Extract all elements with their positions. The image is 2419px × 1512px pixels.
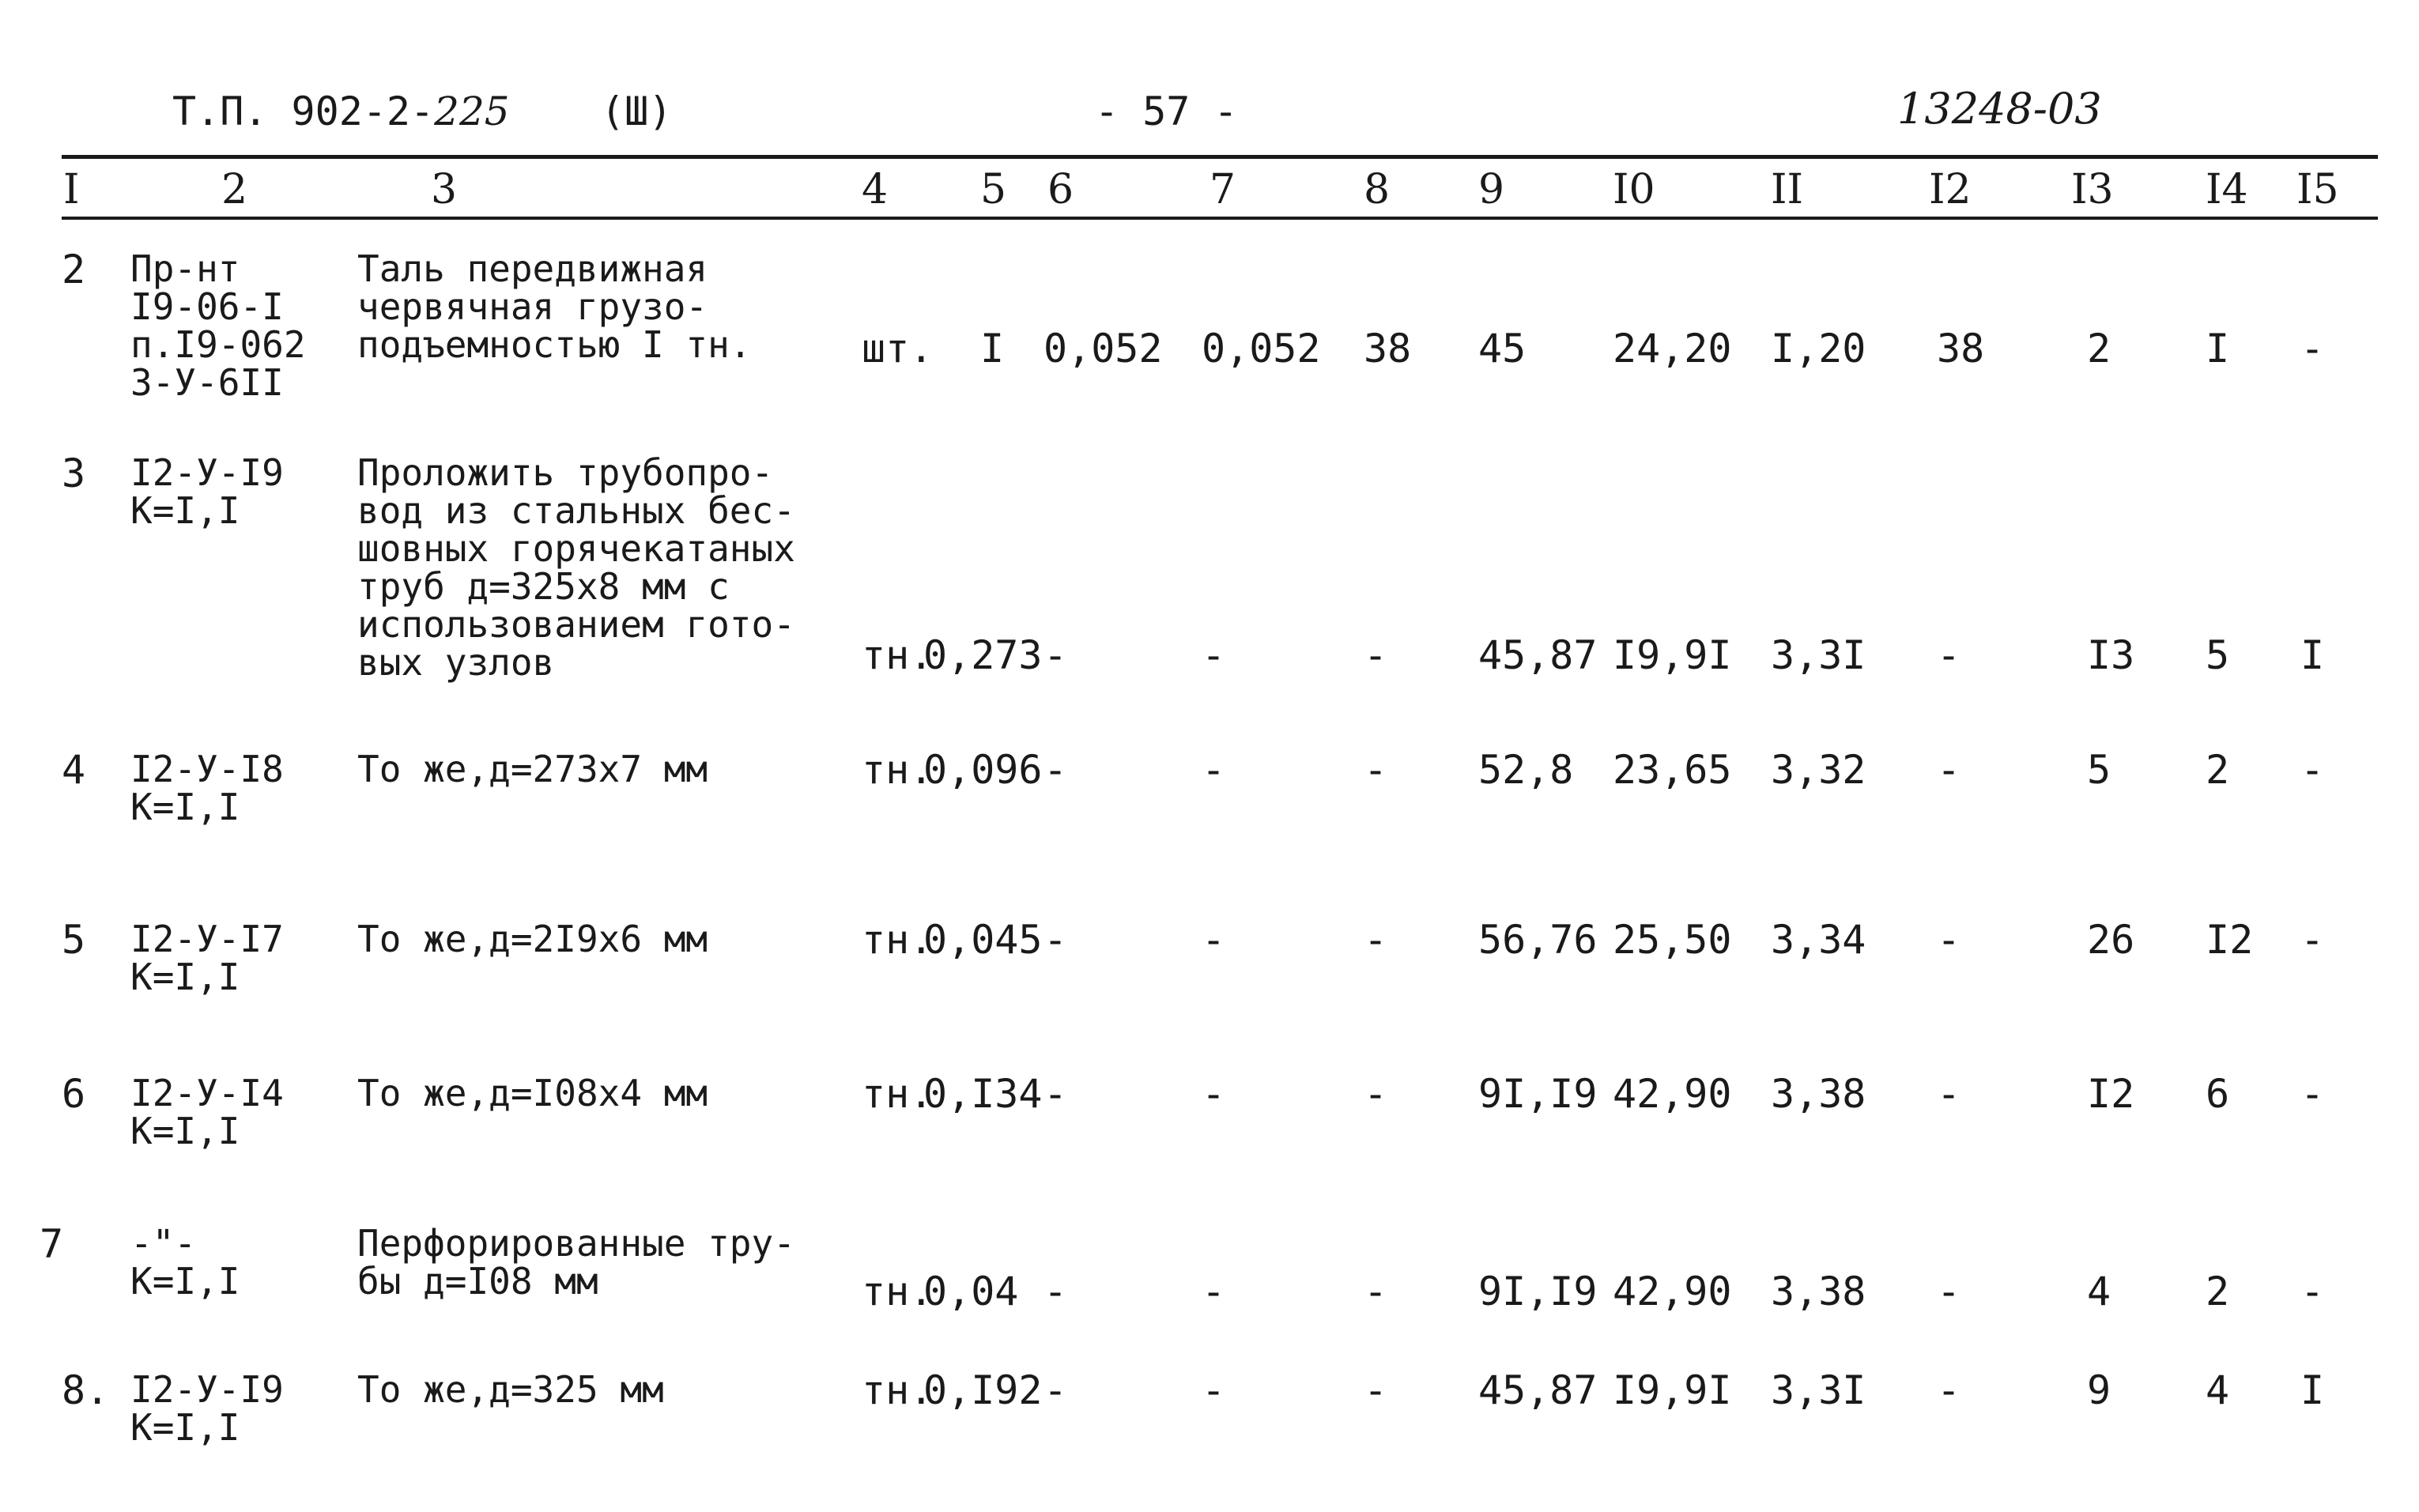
norm-code-line: I2-У-I9	[130, 451, 284, 494]
page-number: - 57 -	[1095, 89, 1238, 134]
value-c10: 23,65	[1613, 747, 1732, 793]
value-c6: -	[1043, 632, 1068, 678]
value-c14: 5	[2206, 632, 2230, 678]
work-description-line: Перфорированные тру-	[357, 1222, 795, 1265]
value-c13: I2	[2087, 1071, 2135, 1117]
work-description-line: То же,д=I08х4 мм	[357, 1072, 708, 1114]
norm-code	[130, 247, 306, 404]
value-c12: -	[1937, 917, 1961, 963]
row-number: 7	[40, 1221, 64, 1267]
work-description	[357, 1368, 664, 1411]
column-number: II	[1771, 166, 1804, 213]
norm-code-line: I2-У-I8	[130, 748, 284, 790]
value-c13: 4	[2087, 1269, 2111, 1314]
value-c11: 3,32	[1771, 747, 1866, 793]
value-c6: -	[1043, 747, 1068, 793]
value-c12: -	[1937, 1071, 1961, 1117]
value-c15: -	[2300, 1269, 2325, 1314]
row-number: 2	[62, 247, 86, 292]
value-c11: 3,34	[1771, 917, 1866, 963]
value-c9: 45,87	[1478, 632, 1598, 678]
value-c12: -	[1937, 632, 1961, 678]
value-c9: 45,87	[1478, 1367, 1598, 1413]
value-c11: I,20	[1771, 326, 1866, 371]
value-c14: 2	[2206, 747, 2230, 793]
value-c12: 38	[1937, 326, 1985, 371]
value-c13: 26	[2087, 917, 2135, 963]
value-c15: I	[2300, 1367, 2325, 1413]
quantity: 0,273	[923, 632, 1043, 678]
norm-code-line: I2-У-I9	[130, 1368, 284, 1411]
part-number: (Ш)	[601, 89, 673, 134]
value-c11: 3,38	[1771, 1269, 1866, 1314]
value-c7: -	[1202, 917, 1226, 963]
unit-and-quantity: тн.	[862, 1071, 934, 1117]
header-top-rule	[62, 155, 2378, 159]
unit-and-quantity: тн.	[862, 1367, 934, 1413]
value-c11: 3,38	[1771, 1071, 1866, 1117]
quantity: 0,I34	[923, 1071, 1043, 1117]
row-number: 4	[62, 747, 86, 793]
column-number: 3	[431, 166, 458, 213]
row-number: 6	[62, 1071, 86, 1117]
norm-code-line: Пр-нт	[130, 247, 240, 290]
column-number: 9	[1478, 166, 1505, 213]
value-c14: 6	[2206, 1071, 2230, 1117]
norm-code-line: К=I,I	[130, 1406, 240, 1449]
work-description-line: Проложить трубопро-	[357, 451, 774, 494]
value-unit: шт.	[862, 326, 934, 371]
value-c11: 3,3I	[1771, 1367, 1866, 1413]
column-number: I	[63, 166, 80, 213]
norm-code	[130, 1222, 240, 1303]
value-c13: 2	[2087, 326, 2111, 371]
value-c10: 24,20	[1613, 326, 1732, 371]
value-c12: -	[1937, 1269, 1961, 1314]
column-number: I3	[2071, 166, 2114, 213]
value-c8: -	[1364, 747, 1388, 793]
value-c10: 25,50	[1613, 917, 1732, 963]
column-number: I0	[1613, 166, 1655, 213]
value-c8: -	[1364, 1367, 1388, 1413]
column-number: 5	[980, 166, 1007, 213]
value-c6: -	[1043, 1071, 1068, 1117]
work-description-line: бы д=I08 мм	[357, 1260, 598, 1303]
quantity: 0,096	[923, 747, 1043, 793]
value-c15: -	[2300, 747, 2325, 793]
work-description-line: То же,д=273х7 мм	[357, 748, 708, 790]
column-number: 7	[1210, 166, 1236, 213]
archive-number: 13248-03	[1897, 84, 2102, 134]
value-c8: 38	[1364, 326, 1412, 371]
work-description-line: Таль передвижная	[357, 247, 708, 290]
column-number: I5	[2296, 166, 2339, 213]
work-description-line: шовных горячекатаных	[357, 527, 795, 570]
norm-code	[130, 920, 284, 996]
quantity: 0,I92	[923, 1367, 1043, 1413]
norm-code-line: -"-	[130, 1222, 197, 1265]
norm-code-line: К=I,I	[130, 786, 240, 828]
norm-code-line: п.I9-062	[130, 323, 306, 366]
value-c6: 0,052	[1043, 326, 1163, 371]
value-c7: -	[1202, 632, 1226, 678]
value-c14: 4	[2206, 1367, 2230, 1413]
unit-and-quantity: тн.	[862, 632, 934, 678]
row-number: 3	[62, 451, 86, 496]
norm-code-line: К=I,I	[130, 1110, 240, 1152]
value-c8: -	[1364, 917, 1388, 963]
value-c15: -	[2300, 1071, 2325, 1117]
unit-and-quantity: тн.	[862, 917, 934, 963]
column-number: I4	[2206, 166, 2248, 213]
value-c9: 52,8	[1478, 747, 1574, 793]
norm-code-line: 3-У-6II	[130, 361, 284, 404]
work-description-line: использованием гото-	[357, 603, 795, 646]
value-c14: I2	[2206, 917, 2254, 963]
norm-code-line: I2-У-I4	[130, 1072, 284, 1114]
unit-and-quantity: тн.	[862, 1269, 934, 1314]
doc-code-handwritten: 225	[434, 89, 510, 134]
doc-code	[172, 89, 510, 134]
unit-and-quantity: тн.	[862, 747, 934, 793]
value-c14: I	[2206, 326, 2230, 371]
work-description	[357, 247, 752, 366]
column-number: 6	[1047, 166, 1074, 213]
norm-code	[130, 451, 284, 532]
norm-code	[130, 1368, 284, 1449]
norm-code-line: I2-У-I7	[130, 918, 284, 960]
work-description-line: То же,д=2I9х6 мм	[357, 918, 708, 960]
value-c7: -	[1202, 1071, 1226, 1117]
value-c7: -	[1202, 747, 1226, 793]
column-number: 4	[862, 166, 889, 213]
value-c6: -	[1043, 917, 1068, 963]
work-description	[357, 750, 708, 788]
value-c12: -	[1937, 747, 1961, 793]
norm-code-line: К=I,I	[130, 489, 240, 532]
value-c14: 2	[2206, 1269, 2230, 1314]
value-c8: -	[1364, 1071, 1388, 1117]
value-c6: -	[1043, 1367, 1068, 1413]
value-c10: I9,9I	[1613, 632, 1732, 678]
value-c15: -	[2300, 326, 2325, 371]
value-c12: -	[1937, 1367, 1961, 1413]
value-c10: I9,9I	[1613, 1367, 1732, 1413]
norm-code-line: I9-06-I	[130, 285, 284, 328]
row-number: 5	[62, 917, 86, 963]
work-description	[357, 451, 795, 684]
doc-code-typed: Т.П. 902-2-	[172, 89, 435, 134]
value-c7: -	[1202, 1367, 1226, 1413]
quantity: 0,04	[923, 1269, 1019, 1314]
work-description-line: вых узлов	[357, 641, 555, 684]
value-c15: -	[2300, 917, 2325, 963]
value-c9: 9I,I9	[1478, 1269, 1598, 1314]
value-c10: 42,90	[1613, 1071, 1732, 1117]
value-c15: I	[2300, 632, 2325, 678]
value-c10: 42,90	[1613, 1269, 1732, 1314]
norm-code-line: К=I,I	[130, 1260, 240, 1303]
column-number: I2	[1929, 166, 1972, 213]
row-number: 8.	[62, 1367, 110, 1413]
value-c9: 56,76	[1478, 917, 1598, 963]
value-c9: 9I,I9	[1478, 1071, 1598, 1117]
quantity: I	[980, 326, 1005, 371]
quantity: 0,045	[923, 917, 1043, 963]
norm-code	[130, 750, 284, 826]
value-c8: -	[1364, 1269, 1388, 1314]
value-c9: 45	[1478, 326, 1526, 371]
value-c6: -	[1043, 1269, 1068, 1314]
norm-code-line: К=I,I	[130, 956, 240, 998]
norm-code	[130, 1074, 284, 1150]
value-c7: -	[1202, 1269, 1226, 1314]
work-description	[357, 920, 708, 958]
value-c13: 9	[2087, 1367, 2111, 1413]
column-number: 8	[1364, 166, 1391, 213]
header-bottom-rule	[62, 217, 2378, 220]
work-description	[357, 1222, 795, 1303]
column-number: 2	[221, 166, 248, 213]
work-description-line: То же,д=325 мм	[357, 1368, 664, 1411]
work-description-line: вод из стальных бес-	[357, 489, 795, 532]
value-c13: 5	[2087, 747, 2111, 793]
value-c13: I3	[2087, 632, 2135, 678]
value-c7: 0,052	[1202, 326, 1321, 371]
work-description-line: червячная грузо-	[357, 285, 708, 328]
value-c8: -	[1364, 632, 1388, 678]
work-description-line: труб д=325х8 мм с	[357, 565, 730, 608]
work-description	[357, 1074, 708, 1112]
work-description-line: подъемностью I тн.	[357, 323, 752, 366]
value-c11: 3,3I	[1771, 632, 1866, 678]
